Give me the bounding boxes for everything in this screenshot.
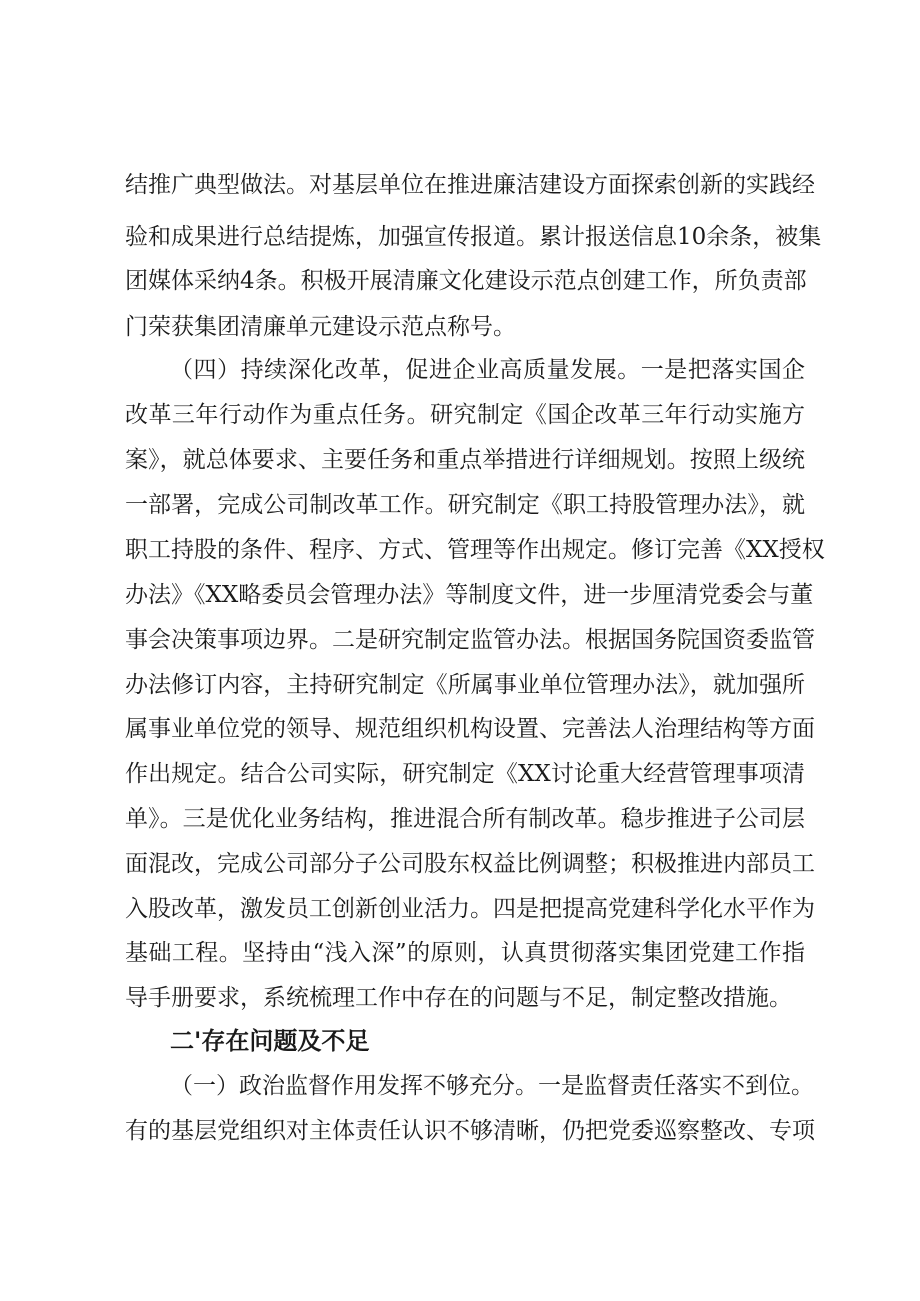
para3-line-2: 有的基层党组织对主体责任认识不够清晰，仍把党委巡察整改、专项 [125,1118,815,1144]
section-heading: 二'存在问题及不足 [170,1027,370,1055]
para2-line-4: 一部署，完成公司制改革工作。研究制定《职工持股管理办法》，就 [125,492,805,518]
para1-line-2: 验和成果进行总结提炼，加强宣传报道。累计报送信息10余条，被集 [125,224,822,250]
para2-line-9: 属事业单位党的领导、规范组织机构设置、完善法人治理结构等方面 [125,716,815,742]
para2-line-5: 职工持股的条件、程序、方式、管理等作出规定。修订完善《XX授权 [125,537,825,563]
para2-line-11: 单》。三是优化业务结构，推进混合所有制改革。稳步推进子公司层 [125,806,805,832]
para1-line-1: 结推广典型做法。对基层单位在推进廉洁建设方面探索创新的实践经 [125,172,815,198]
para2-line-10: 作出规定。结合公司实际，研究制定《XX讨论重大经营管理事项清 [125,761,805,787]
para2-line-2: 改革三年行动作为重点任务。研究制定《国企改革三年行动实施方 [125,402,805,428]
para3-line-1: （一）政治监督作用发挥不够充分。一是监督责任落实不到位。 [170,1073,814,1099]
para2-line-6: 办法》《XX略委员会管理办法》等制度文件，进一步厘清党委会与董 [125,582,814,608]
para1-line-3: 团媒体采纳4条。积极开展清廉文化建设示范点创建工作，所负责部 [125,268,807,294]
para2-line-8: 办法修订内容，主持研究制定《所属事业单位管理办法》，就加强所 [125,672,805,698]
para1-line-4: 门荣获集团清廉单元建设示范点称号。 [125,314,516,340]
para2-line-3: 案》，就总体要求、主要任务和重点举措进行详细规划。按照上级统 [125,447,805,473]
para2-line-13: 入股改革，激发员工创新创业活力。四是把提高党建科学化水平作为 [125,896,815,922]
para2-line-1: （四）持续深化改革，促进企业高质量发展。一是把落实国企 [170,357,805,383]
para2-line-15: 导手册要求，系统梳理工作中存在的问题与不足，制定整改措施。 [125,985,792,1011]
para2-line-12: 面混改，完成公司部分子公司股东权益比例调整；积极推进内部员工 [125,851,815,877]
para2-line-14: 基础工程。坚持由“浅入深”的原则，认真贯彻落实集团党建工作指 [125,940,805,966]
para2-line-7: 事会决策事项边界。二是研究制定监管办法。根据国务院国资委监管 [125,627,815,653]
